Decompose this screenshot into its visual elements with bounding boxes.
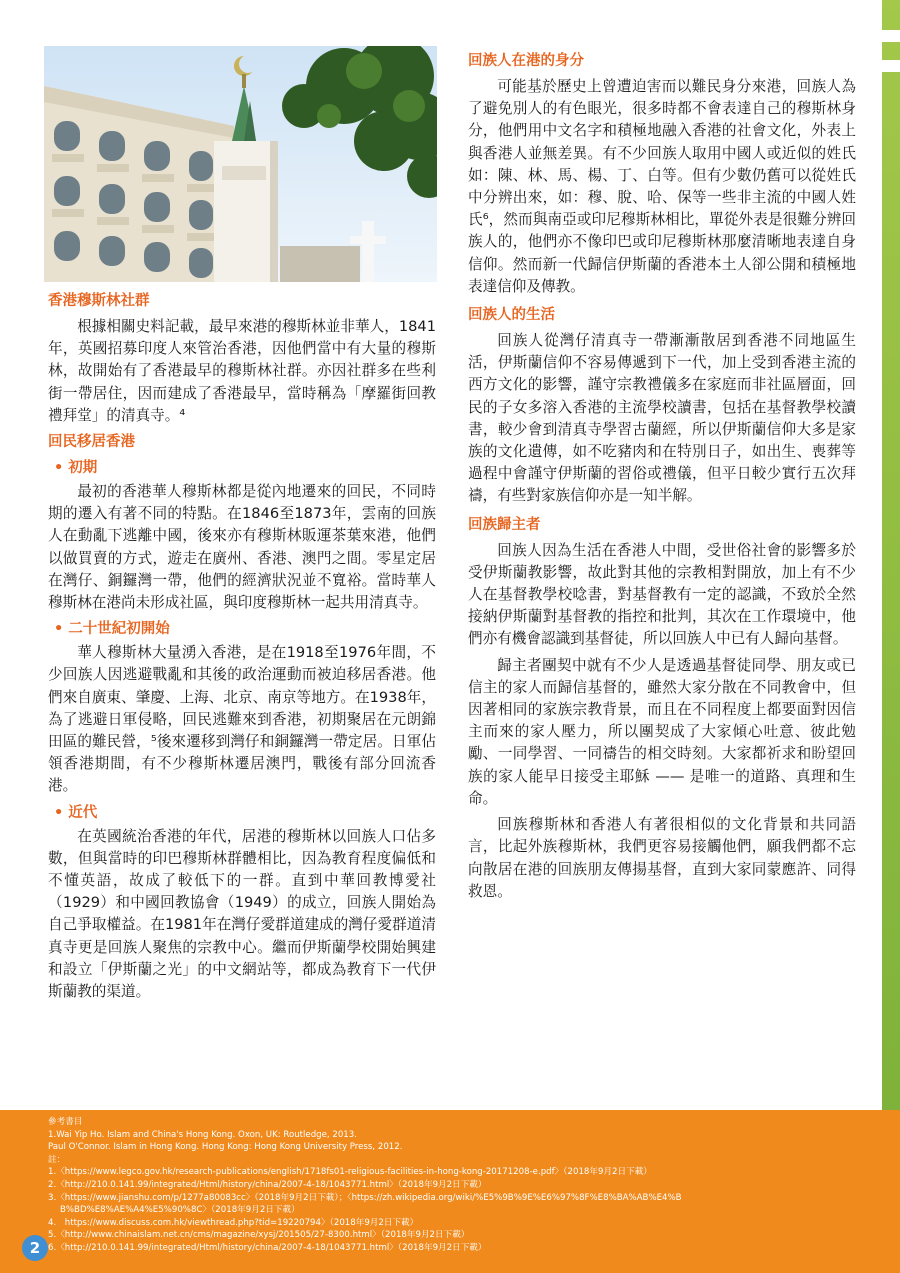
subsection-title: [54, 802, 436, 824]
bibliography-entry: Paul O'Connor. Islam in Hong Kong. Hong Kong: Hong Kong University Press, 2012.: [48, 1142, 403, 1153]
subsection-label: 初期: [68, 460, 98, 477]
note-link-continued[interactable]: B%BD%E8%AE%A4%E5%90%8C〉（2018年9月2日下載）: [60, 1205, 300, 1216]
paragraph: 回族人從灣仔清真寺一帶漸漸散居到香港不同地區生活，伊斯蘭信仰不容易傳遞到下一代，加上受到香港主流的西方文化的影響，謹守宗教禮儀多在家庭而非社區層面，回民的子女多溶入香港的主流學校讀書，包括在基督教學校讀書，較少會到清真寺學習古蘭經，所以伊斯蘭信仰大多是家族的文化遺傳，如不吃豬肉和在特別日子，如出生、喪葬等過程中會謹守伊斯蘭的習俗或禮儀，但平日較少實行五次拜禱，有些對家族信仰亦是一知半解。: [468, 332, 856, 505]
references-footer: [0, 1110, 900, 1273]
subsection-label: 二十世紀初開始: [68, 621, 170, 638]
paragraph: 回族穆斯林和香港人有著很相似的文化背景和共同語言，比起外族穆斯林，我們更容易接觸他們，願我們都不忘向散居在港的回族朋友傳揚基督，直到大家同蒙應許、同得救恩。: [468, 816, 856, 900]
paragraph: 最初的香港華人穆斯林都是從內地遷來的回民，不同時期的遷入有著不同的特點。在1846至1873年，雲南的回族人在動亂下逃離中國，後來亦有穆斯林販運茶葉來港，他們以做買賣的方式，遊走在廣州、香港、澳門之間。零星定居在灣仔、銅鑼灣一帶，他們的經濟狀況並不寬裕。當時華人穆斯林在港尚未形成社區，與印度穆斯林一起共用清真寺。: [48, 483, 436, 612]
mosque-photo-illustration: [44, 46, 437, 282]
notes-label: 註：: [48, 1154, 66, 1165]
section-title: 回族人的生活: [468, 307, 555, 324]
section-title: 回族歸主者: [468, 516, 541, 533]
section-title: 回族人在港的身分: [468, 53, 584, 69]
mosque-photo: [44, 46, 437, 282]
edge-notch: [882, 60, 900, 72]
note-link[interactable]: 4. https://www.discuss.com.hk/viewthread.php?tid=19220794〉（2018年9月2日下載）: [48, 1217, 419, 1228]
section-title: 香港穆斯林社群: [48, 293, 150, 309]
edge-notch: [882, 30, 900, 42]
paragraph: 根據相關史料記載，最早來港的穆斯林並非華人，1841年，英國招募印度人來管治香港，因他們當中有大量的穆斯林，故開始有了香港最早的穆斯林社群。亦因社群多在些利街一帶居住，因而建成了香港最早，當時稱為「摩羅街回教禮拜堂」的清真寺。⁴: [48, 318, 436, 424]
note-link[interactable]: 6.〈http://210.0.141.99/integrated/Html/history/china/2007-4-18/1043771.html〉（2018年9月2日下載）: [48, 1242, 487, 1253]
paragraph: 在英國統治香港的年代，居港的穆斯林以回族人口佔多數，但與當時的印巴穆斯林群體相比，因為教育程度偏低和不懂英語，故成了較低下的一群。直到中華回教博愛社（1929）和中國回教協會（1949）的成立，回族人開始為自己爭取權益。在1981年在灣仔愛群道建成的灣仔愛群道清真寺更是回族人聚焦的宗教中心。繼而伊斯蘭學校開始興建和設立「伊斯蘭之光」的中文網站等，都成為教育下一代伊斯蘭教的渠道。: [48, 827, 436, 1001]
paragraph: 歸主者團契中就有不少人是透過基督徒同學、朋友或已信主的家人而歸信基督的，雖然大家分散在不同教會中，但因著相同的家族宗教背景，而且在不同程度上都要面對因信主而來的家人壓力，所以團契成了大家傾心吐意、彼此勉勵、一同學習、一同禱告的相交時刻。大家都祈求和盼望回族的家人能早日接受主耶穌 —— 是唯一的道路、真理和生命。: [468, 656, 856, 807]
subsection-title: [54, 457, 436, 479]
note-link[interactable]: 3.〈https://www.jianshu.com/p/1277a80083cc〉（2018年9月2日下載）；〈https://zh.wikipedia.org/wiki/%E5%9B%9E%E6%97%8F%E8%BA%AB%E4%B: [48, 1192, 682, 1203]
paragraph: 華人穆斯林大量湧入香港，是在1918至1976年間，不少回族人因逃避戰亂和其後的政治運動而被迫移居香港。他們來自廣東、肇慶、上海、北京、南京等地方。在1938年，為了逃避日軍侵略，回民逃難來到香港，初期聚居在元朗錦田區的難民營，⁵後來遷移到灣仔和銅鑼灣一帶定居。日軍佔領香港期間，有不少穆斯林遷居澳門，戰後有部分回流香港。: [48, 644, 436, 795]
bullet-icon: •: [54, 460, 64, 477]
bullet-icon: •: [54, 804, 64, 821]
note-link[interactable]: 2.〈http://210.0.141.99/integrated/Html/history/china/2007-4-18/1043771.html〉（2018年9月2日下載）: [48, 1179, 487, 1190]
page-number-badge: 2: [22, 1235, 48, 1261]
bibliography-entry: 1.Wai Yip Ho. Islam and China's Hong Kong. Oxon, UK: Routledge, 2013.: [48, 1129, 357, 1140]
paragraph: 可能基於歷史上曾遭迫害而以難民身分來港，回族人為了避免別人的有色眼光，很多時都不會表達自己的穆斯林身分，他們用中文名字和積極地融入香港的社會文化，外表上與香港人並無差異。有不少回族人取用中國人或近似的姓氏如：陳、林、馬、楊、丁、白等。但有少數仍舊可以從姓氏中分辨出來，如：穆、脫、哈、保等一些非主流的中國人姓氏⁶，然而與南亞或印尼穆斯林相比，單從外表是很難分辨回族人的，他們亦不像印巴或印尼穆斯林那麼清晰地表達自身信仰。然而新一代歸信伊斯蘭的香港本土人卻公開和積極地表達信仰及傳教。: [468, 78, 856, 295]
note-link[interactable]: 5.〈http://www.chinaislam.net.cn/cms/magazine/xysj/201505/27-8300.html〉（2018年9月2日下載）: [48, 1230, 470, 1241]
references-title: 參考書目: [48, 1117, 83, 1127]
left-column: [48, 290, 436, 1007]
subsection-title: [54, 618, 436, 640]
bullet-icon: •: [54, 621, 64, 638]
references-list: [48, 1116, 848, 1255]
section-title: 回民移居香港: [48, 434, 135, 451]
right-column: [468, 50, 856, 907]
green-edge-band: [882, 0, 900, 1110]
paragraph: 回族人因為生活在香港人中間，受世俗社會的影響多於受伊斯蘭教影響，故此對其他的宗教相對開放，加上有不少人在基督教學校唸書，對基督教有一定的認識，不致於全然接納伊斯蘭對基督教的指控和批判，其次在工作環境中，他們亦有機會認識到基督徒，所以回族人中已有人歸向基督。: [468, 541, 856, 648]
subsection-label: 近代: [68, 804, 98, 821]
note-link[interactable]: 1.〈https://www.legco.gov.hk/research-publications/english/1718fs01-religious-facilities-in-hong-kong-20171208-e.pdf〉（2018年9月2日下載）: [48, 1167, 652, 1178]
